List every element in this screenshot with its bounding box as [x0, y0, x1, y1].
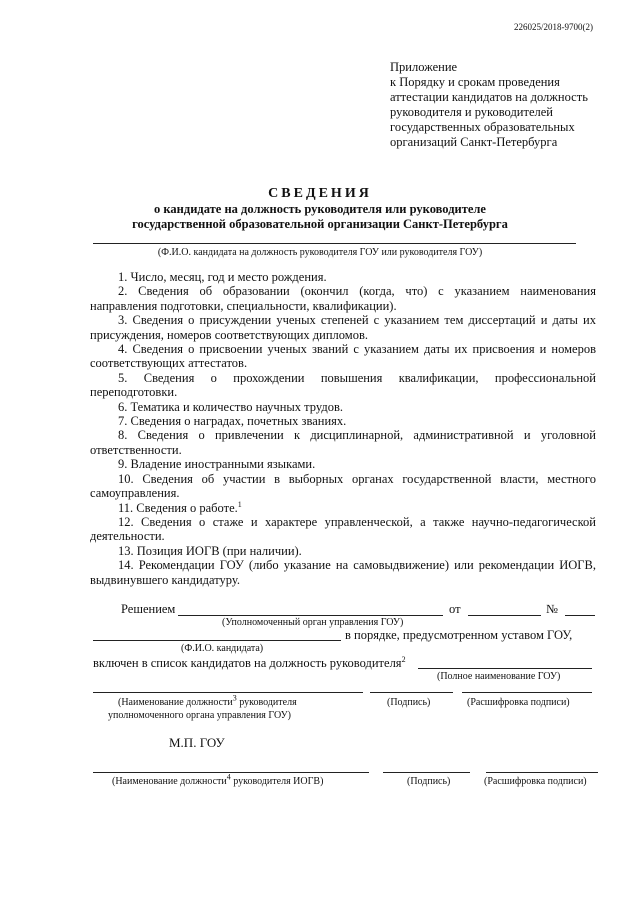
signature2-decode-line: [486, 772, 598, 773]
signature1-sign-line: [370, 692, 453, 693]
caption-text: руководителя: [236, 697, 297, 708]
order-text: в порядке, предусмотренном уставом ГОУ,: [345, 628, 573, 642]
document-title: СВЕДЕНИЯ: [268, 186, 372, 201]
appendix-line: руководителя и руководителей: [390, 105, 553, 119]
document-number: 226025/2018-9700(2): [514, 22, 593, 32]
candidate-name-caption: (Ф.И.О. кандидата на должность руководителя ГОУ или руководителя ГОУ): [157, 247, 483, 258]
appendix-line: государственных образовательных: [390, 120, 575, 134]
footnote-mark: 3: [232, 693, 237, 703]
list-item: 13. Позиция ИОГВ (при наличии).: [118, 543, 302, 558]
caption-text: руководителя ИОГВ): [230, 776, 324, 787]
full-name-caption: (Полное наименование ГОУ): [437, 671, 561, 682]
number-line: [565, 615, 595, 616]
signature1-decode-caption: (Расшифровка подписи): [467, 697, 570, 708]
appendix-header: [390, 60, 630, 150]
document-subtitle: [0, 202, 640, 232]
list-item: 1. Число, месяц, год и место рождения.: [118, 270, 327, 284]
candidate-fio-line: [93, 640, 341, 641]
list-item: 7. Сведения о наградах, почетных званиях.: [118, 414, 347, 429]
signature1-position-caption: [118, 693, 297, 708]
date-line: [468, 615, 541, 616]
footnote-mark: 1: [237, 499, 242, 509]
appendix-line: к Порядку и срокам проведения: [390, 75, 560, 89]
stamp-label: М.П. ГОУ: [169, 735, 225, 750]
included-text-main: включен в список кандидатов на должность руководителя: [93, 656, 402, 670]
list-item: 3. Сведения о присуждении ученых степеней с указанием тем диссертаций и даты их присуждения, номеров соответствующих дипломов.: [90, 313, 596, 342]
list-item: 12. Сведения о стаже и характере управленческой, а также научно-педагогической деятельности.: [90, 514, 596, 544]
caption-text: (Наименование должности: [112, 776, 227, 787]
signature2-position-caption: [112, 772, 324, 787]
signature1-position-caption-2: уполномоченного органа управления ГОУ): [108, 710, 292, 721]
list-item: 4. Сведения о присвоении ученых званий с указанием даты их присвоения и номеров соответствующих аттестатов.: [90, 342, 596, 371]
list-item: [90, 501, 596, 515]
list-item: 5. Сведения о прохождении повышения квалификации, профессиональной переподготовки.: [90, 370, 596, 400]
full-name-line: [418, 668, 592, 669]
signature2-decode-caption: (Расшифровка подписи): [484, 776, 587, 787]
appendix-line: организаций Санкт-Петербурга: [390, 135, 558, 149]
list-item: 6. Тематика и количество научных трудов.: [118, 399, 343, 414]
items-list: [90, 270, 596, 587]
item-text: 11. Сведения о работе.: [118, 500, 238, 515]
subtitle-line: государственной образовательной организации Санкт-Петербурга: [132, 217, 508, 231]
list-item: 10. Сведения об участии в выборных органах государственной власти, местного самоуправления.: [90, 471, 596, 501]
signature2-sign-caption: (Подпись): [407, 776, 451, 787]
subtitle-line: о кандидате на должность руководителя или руководителе: [154, 202, 486, 216]
signature2-sign-line: [383, 772, 470, 773]
signature1-sign-caption: (Подпись): [387, 697, 431, 708]
included-text: [93, 656, 406, 671]
fio-caption: (Ф.И.О. кандидата): [181, 643, 264, 654]
signature1-decode-line: [462, 692, 592, 693]
list-item: 14. Рекомендации ГОУ (либо указание на самовыдвижение) или рекомендации ИОГВ, выдвинувшего кандидатуру.: [90, 558, 596, 587]
caption-text: (Наименование должности: [118, 697, 233, 708]
number-label: №: [546, 602, 558, 616]
candidate-name-line: [93, 243, 576, 244]
signature1-position-line: [93, 692, 363, 693]
date-label: от: [449, 602, 461, 616]
decision-label: Решением: [121, 602, 176, 616]
footnote-mark: 4: [226, 772, 231, 782]
footnote-mark: 2: [401, 654, 406, 664]
signature2-position-line: [93, 772, 369, 773]
list-item: 2. Сведения об образовании (окончил (когда, что) с указанием наименования направления подготовки, специальности, квалификации).: [90, 284, 596, 313]
appendix-line: аттестации кандидатов на должность: [390, 90, 588, 104]
authority-line: [178, 615, 443, 616]
appendix-line: Приложение: [390, 60, 458, 74]
list-item: 9. Владение иностранными языками.: [118, 457, 316, 472]
list-item: 8. Сведения о привлечении к дисциплинарной, административной и уголовной ответственности.: [90, 428, 596, 457]
authority-caption: (Уполномоченный орган управления ГОУ): [222, 617, 404, 628]
